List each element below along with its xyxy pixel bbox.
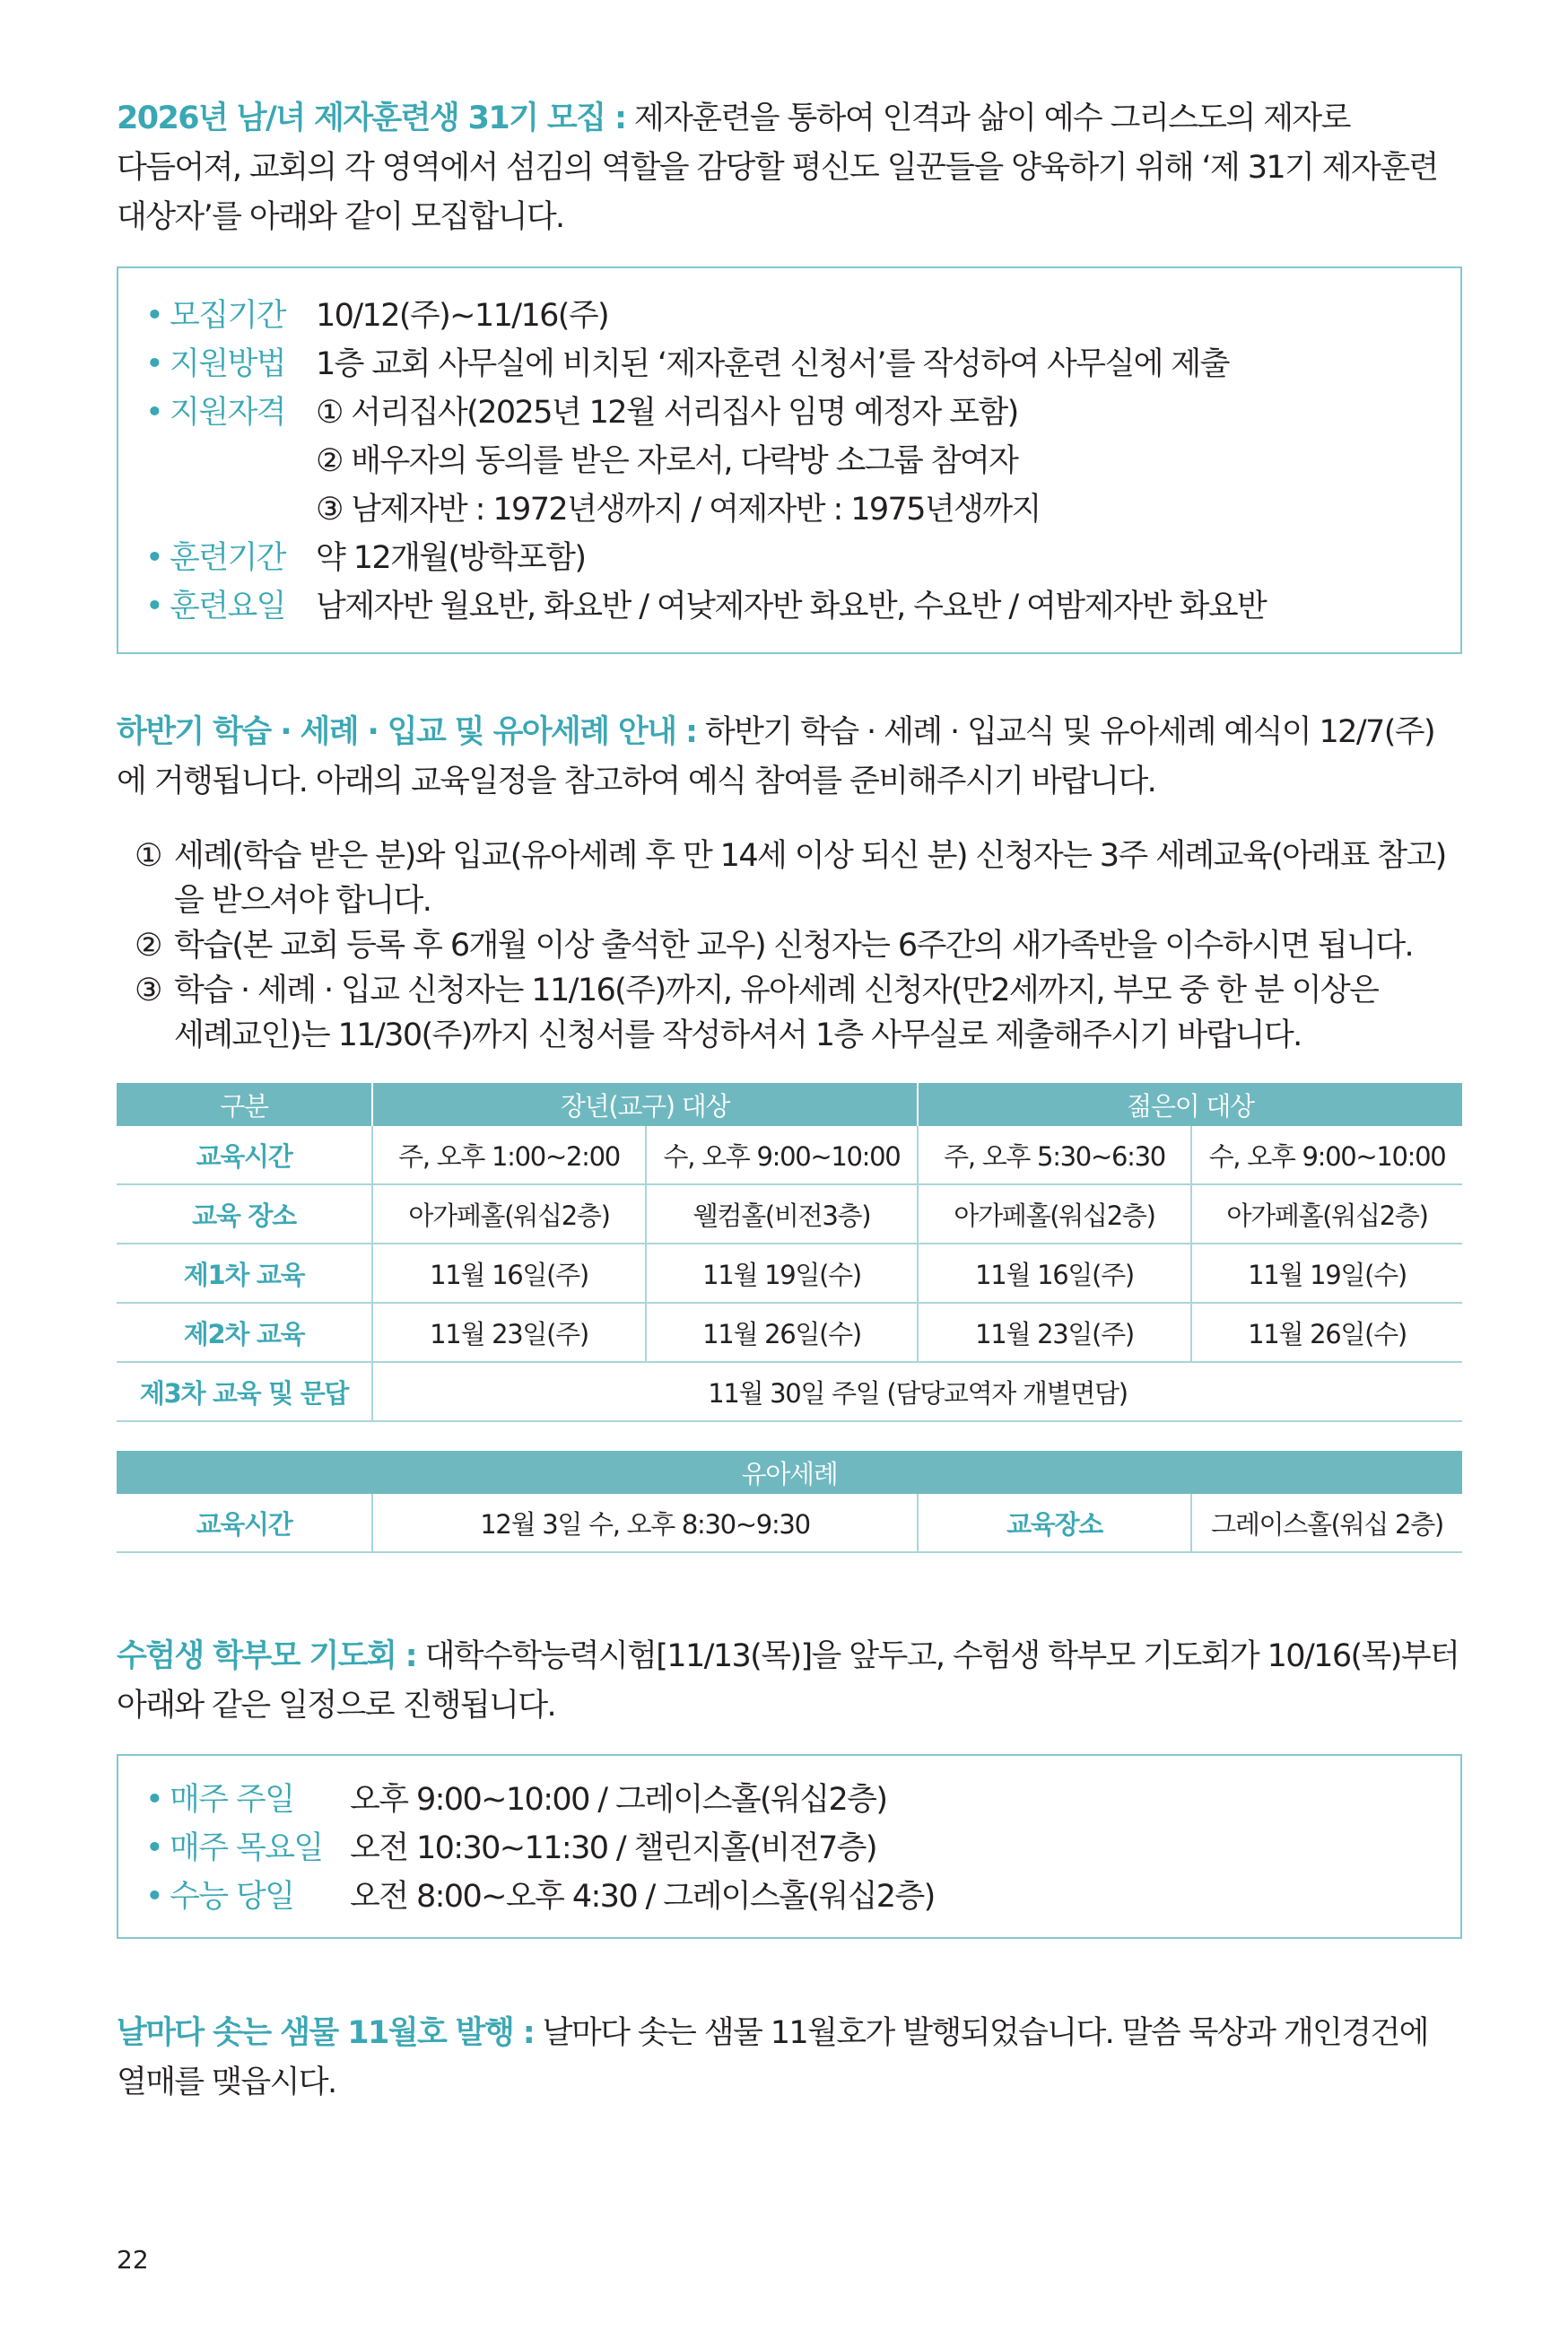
table-row (117, 1184, 1462, 1244)
exam-body: 대학수학능력시험[11/13(목)]을 앞두고, 수험생 학부모 기도회가 10/16(목)부터 아래와 같은 일정으로 진행됩니다. (117, 1638, 1459, 1724)
exam-item-value: 오전 8:00~오후 4:30 / 그레이스홀(워십2층) (350, 1879, 935, 1915)
row-label: 제3차 교육 및 문답 (117, 1362, 372, 1421)
exam-item (145, 1873, 1433, 1921)
row-label: 제2차 교육 (117, 1303, 372, 1362)
table-cell: 11월 26일(수) (1191, 1303, 1462, 1362)
recruit-item (145, 388, 1433, 437)
exam-item (145, 1824, 1433, 1873)
recruit-section (117, 94, 1462, 654)
table-row (117, 1362, 1462, 1421)
table-cell: 11월 16일(주) (372, 1244, 646, 1303)
table-row (117, 1303, 1462, 1362)
table-cell: 아가페홀(워십2층) (918, 1184, 1191, 1244)
recruit-body: 제자훈련을 통하여 인격과 삶이 예수 그리스도의 제자로 다듬어져, 교회의 각 영역에서 섬김의 역할을 감당할 평신도 일꾼들을 양육하기 위해 ‘제 31기 제자훈련 대상자’를 아래와 같이 모집합니다. (117, 100, 1438, 235)
recruit-paragraph (117, 94, 1462, 242)
header-category: 구분 (117, 1083, 372, 1126)
recruit-item-value: ② 배우자의 동의를 받은 자로서, 다락방 소그룹 참여자 (316, 443, 1018, 479)
exam-item-value: 오전 10:30~11:30 / 챌린지홀(비전7층) (350, 1830, 876, 1866)
table-cell: 주, 오후 5:30~6:30 (918, 1126, 1191, 1184)
recruit-item (145, 292, 1433, 340)
exam-item-label: • 수능 당일 (145, 1873, 350, 1921)
recruit-item-label: • 지원자격 (145, 388, 316, 437)
infant-baptism-table (117, 1451, 1462, 1553)
row-label: 교육장소 (918, 1494, 1191, 1552)
baptism-paragraph (117, 708, 1462, 807)
recruit-item-value: ③ 남제자반 : 1972년생까지 / 여제자반 : 1975년생까지 (316, 492, 1041, 528)
recruit-item-continued (145, 437, 1433, 485)
recruit-item (145, 582, 1433, 631)
devotional-section (117, 2009, 1462, 2108)
row-label: 교육시간 (117, 1494, 372, 1552)
row-label: 교육 장소 (117, 1184, 372, 1244)
devotional-paragraph (117, 2009, 1462, 2108)
baptism-body: 하반기 학습 · 세례 · 입교식 및 유아세례 예식이 12/7(주)에 거행됩니다. 아래의 교육일정을 참고하여 예식 참여를 준비해주시기 바랍니다. (117, 714, 1435, 799)
table-cell: 11월 16일(주) (918, 1244, 1191, 1303)
row-label: 제1차 교육 (117, 1244, 372, 1303)
table-cell: 11월 23일(주) (918, 1303, 1191, 1362)
table-row (117, 1244, 1462, 1303)
bulletin-page (117, 94, 1462, 2108)
exam-title: 수험생 학부모 기도회 : (117, 1638, 417, 1674)
table-cell: 수, 오후 9:00~10:00 (646, 1126, 918, 1184)
exam-paragraph (117, 1632, 1462, 1731)
table-cell: 주, 오후 1:00~2:00 (372, 1126, 646, 1184)
baptism-note (135, 923, 1462, 968)
recruit-item-value: ① 서리집사(2025년 12월 서리집사 임명 예정자 포함) (316, 395, 1018, 431)
header-adult: 장년(교구) 대상 (372, 1083, 918, 1126)
exam-item-label: • 매주 목요일 (145, 1824, 350, 1873)
page-number: 22 (117, 2245, 149, 2274)
exam-item-value: 오후 9:00~10:00 / 그레이스홀(워십2층) (350, 1782, 887, 1818)
baptism-note (135, 834, 1462, 923)
table-cell: 11월 19일(수) (646, 1244, 918, 1303)
devotional-title: 날마다 솟는 샘물 11월호 발행 : (117, 2015, 535, 2051)
baptism-section (117, 708, 1462, 1553)
table-header-row (117, 1451, 1462, 1494)
header-youth: 젊은이 대상 (918, 1083, 1462, 1126)
table-cell: 11월 30일 주일 (담당교역자 개별면담) (372, 1362, 1462, 1421)
exam-prayer-section (117, 1632, 1462, 1939)
exam-item (145, 1776, 1433, 1824)
note-text: 학습 · 세례 · 입교 신청자는 11/16(주)까지, 유아세례 신청자(만2세까지, 부모 중 한 분 이상은 세례교인)는 11/30(주)까지 신청서를 작성하셔서 1층 사무실로 제출해주시기 바랍니다. (174, 973, 1379, 1053)
baptism-title: 하반기 학습 · 세례 · 입교 및 유아세례 안내 : (117, 714, 697, 750)
note-number: ③ (135, 973, 161, 1008)
education-schedule-table (117, 1083, 1462, 1422)
recruit-info-box (117, 266, 1462, 654)
recruit-item-label: • 훈련기간 (145, 534, 316, 582)
recruit-title: 2026년 남/녀 제자훈련생 31기 모집 : (117, 100, 626, 136)
table-row (117, 1494, 1462, 1552)
table-cell: 12월 3일 수, 오후 8:30~9:30 (372, 1494, 918, 1552)
table-cell: 수, 오후 9:00~10:00 (1191, 1126, 1462, 1184)
recruit-item-label: • 훈련요일 (145, 582, 316, 631)
recruit-item (145, 340, 1433, 388)
recruit-item-label: • 모집기간 (145, 292, 316, 340)
devotional-body: 날마다 솟는 샘물 11월호가 발행되었습니다. 말씀 묵상과 개인경건에 열매를 맺읍시다. (117, 2015, 1428, 2100)
recruit-item-value: 1층 교회 사무실에 비치된 ‘제자훈련 신청서’를 작성하여 사무실에 제출 (316, 346, 1229, 382)
table-cell: 아가페홀(워십2층) (1191, 1184, 1462, 1244)
baptism-notes (117, 834, 1462, 1058)
note-number: ① (135, 838, 161, 874)
recruit-item-value: 10/12(주)~11/16(주) (316, 298, 609, 334)
table-cell: 그레이스홀(워십 2층) (1191, 1494, 1462, 1552)
header-infant-baptism: 유아세례 (117, 1451, 1462, 1494)
note-number: ② (135, 928, 161, 964)
table-cell: 11월 23일(주) (372, 1303, 646, 1362)
recruit-item (145, 534, 1433, 582)
baptism-note (135, 968, 1462, 1058)
table-cell: 11월 26일(수) (646, 1303, 918, 1362)
table-header-row (117, 1083, 1462, 1126)
table-row (117, 1126, 1462, 1184)
recruit-item-continued (145, 485, 1433, 534)
recruit-item-label: • 지원방법 (145, 340, 316, 388)
recruit-item-value: 남제자반 월요반, 화요반 / 여낮제자반 화요반, 수요반 / 여밤제자반 화요반 (316, 589, 1267, 624)
table-cell: 11월 19일(수) (1191, 1244, 1462, 1303)
recruit-item-value: 약 12개월(방학포함) (316, 540, 586, 576)
note-text: 학습(본 교회 등록 후 6개월 이상 출석한 교우) 신청자는 6주간의 새가족반을 이수하시면 됩니다. (174, 928, 1414, 964)
exam-info-box (117, 1754, 1462, 1939)
exam-item-label: • 매주 주일 (145, 1776, 350, 1824)
row-label: 교육시간 (117, 1126, 372, 1184)
table-cell: 웰컴홀(비전3층) (646, 1184, 918, 1244)
note-text: 세례(학습 받은 분)와 입교(유아세례 후 만 14세 이상 되신 분) 신청자는 3주 세례교육(아래표 참고)을 받으셔야 합니다. (174, 838, 1446, 919)
table-cell: 아가페홀(워십2층) (372, 1184, 646, 1244)
